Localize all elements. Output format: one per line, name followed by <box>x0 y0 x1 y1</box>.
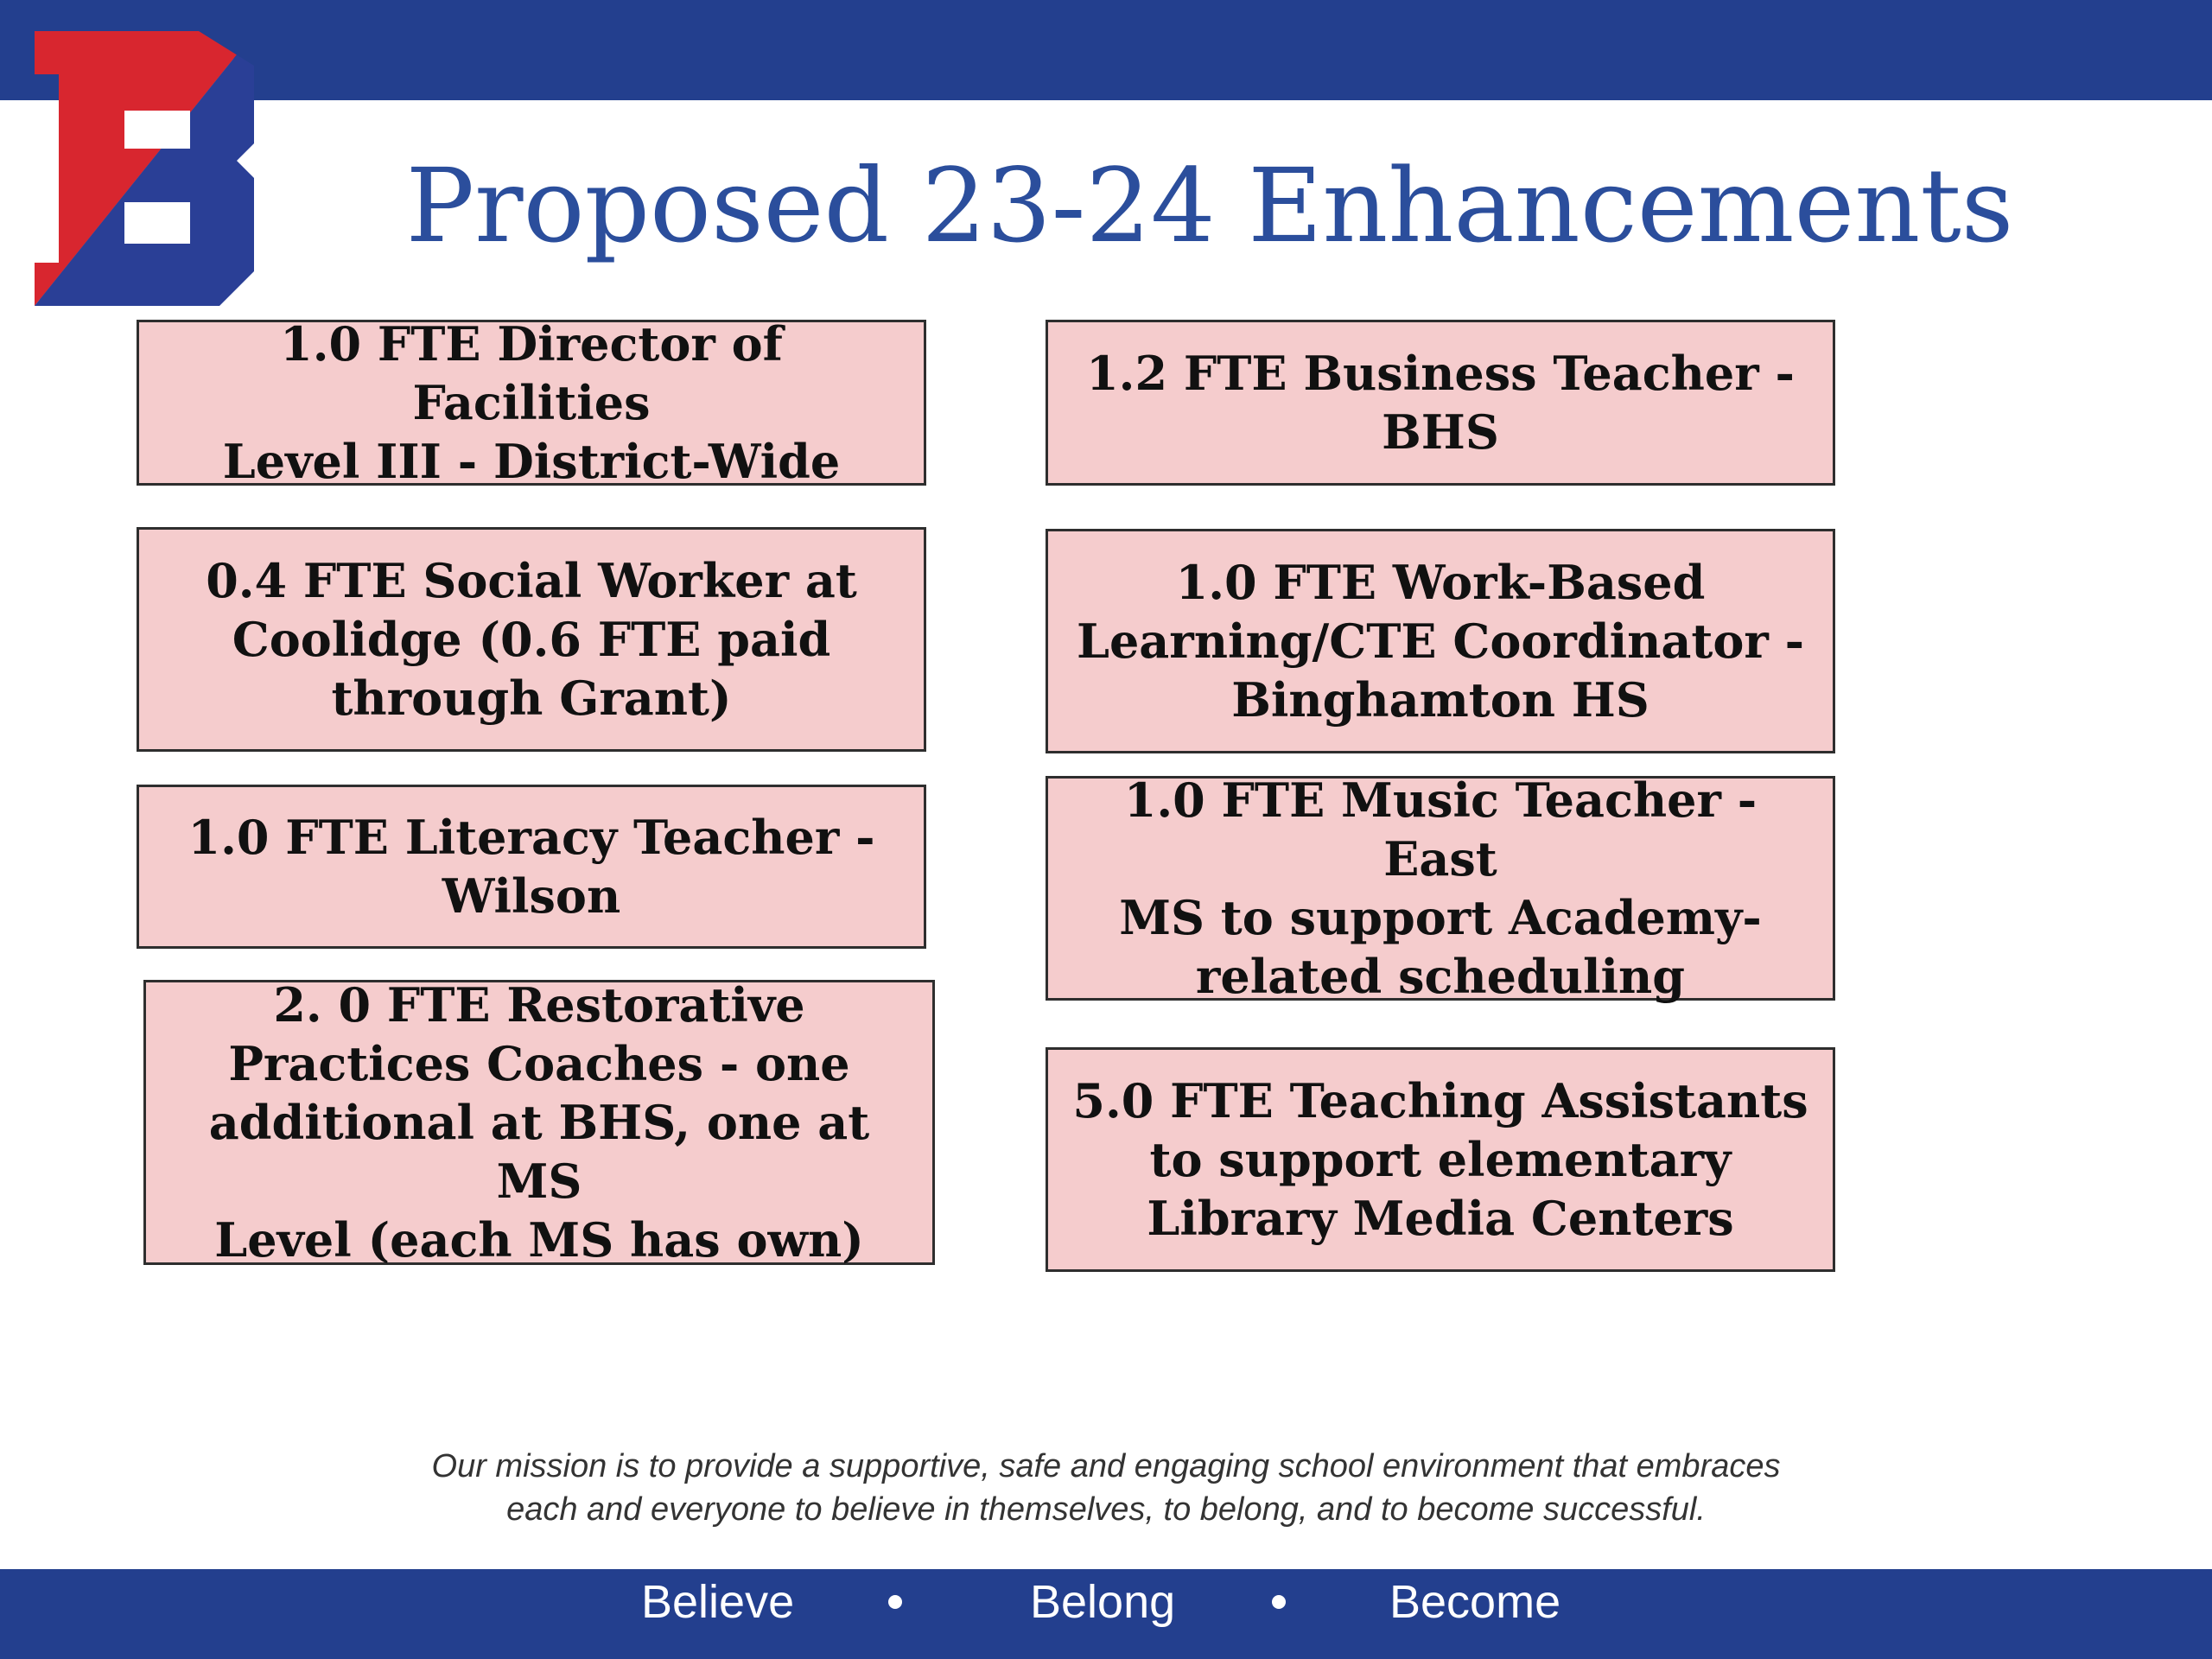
box-line: through Grant) <box>331 671 732 726</box>
box-line: MS to support Academy- <box>1119 890 1762 945</box>
box-line: Level III - District-Wide <box>222 434 841 489</box>
box-line: 1.0 FTE Work-Based <box>1175 555 1706 610</box>
slide-title: Proposed 23-24 Enhancements <box>405 146 2014 265</box>
enhancement-box-director-facilities <box>137 316 926 489</box>
enhancement-box-restorative-coaches <box>143 977 935 1268</box>
box-line: 1.2 FTE Business Teacher - <box>1086 346 1795 401</box>
motto-belong: Belong <box>1030 1576 1176 1628</box>
box-line: Binghamton HS <box>1231 672 1649 728</box>
box-line: Level (each MS has own) <box>214 1212 864 1268</box>
box-line: 1.0 FTE Literacy Teacher - <box>188 810 875 865</box>
box-line: Wilson <box>442 868 621 924</box>
top-banner <box>0 0 2212 100</box>
mission-line-1: Our mission is to provide a supportive, safe and engaging school environment that embraces <box>431 1448 1781 1484</box>
enhancement-box-business-teacher <box>1046 320 1835 486</box>
box-line: Learning/CTE Coordinator - <box>1076 613 1804 669</box>
box-line: related scheduling <box>1195 949 1686 1004</box>
enhancement-box-cte-coordinator <box>1046 529 1835 753</box>
box-line: additional at BHS, one at MS <box>208 1095 870 1209</box>
binghamton-b-logo-icon <box>35 31 256 306</box>
enhancement-box-teaching-assistants <box>1046 1047 1835 1272</box>
box-line: to support elementary <box>1149 1132 1732 1187</box>
footer-banner <box>0 1569 2212 1659</box>
box-line: 2. 0 FTE Restorative <box>273 977 805 1033</box>
box-line: 1.0 FTE Music Teacher - East <box>1123 772 1758 887</box>
box-line: Practices Coaches - one <box>228 1036 850 1091</box>
box-line: Library Media Centers <box>1147 1191 1734 1246</box>
box-line: Coolidge (0.6 FTE paid <box>232 612 831 667</box>
box-line: 5.0 FTE Teaching Assistants <box>1072 1073 1808 1128</box>
motto-believe: Believe <box>641 1576 795 1628</box>
mission-line-2: each and everyone to believe in themselves, to belong, and to become successful. <box>506 1491 1706 1528</box>
box-line: 1.0 FTE Director of Facilities <box>280 316 783 430</box>
motto-become: Become <box>1389 1576 1561 1628</box>
box-line: 0.4 FTE Social Worker at <box>206 553 857 608</box>
mission-statement <box>328 1445 1884 1531</box>
box-line: BHS <box>1382 404 1499 460</box>
enhancement-box-literacy-teacher <box>137 785 926 949</box>
enhancement-box-social-worker <box>137 527 926 752</box>
bullet-separator <box>888 1595 902 1609</box>
bullet-separator <box>1272 1595 1286 1609</box>
enhancement-box-music-teacher <box>1046 772 1835 1004</box>
